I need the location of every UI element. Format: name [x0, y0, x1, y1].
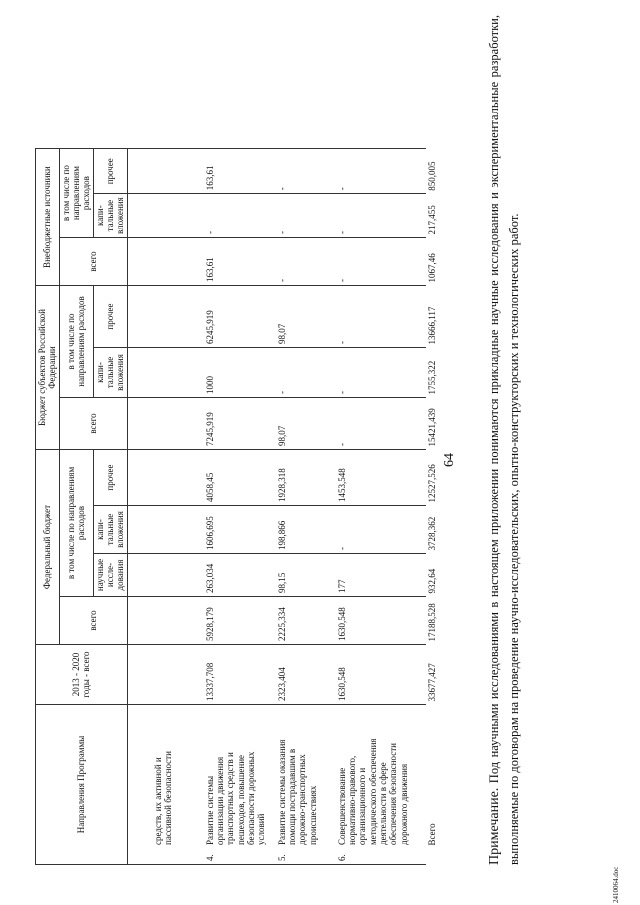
cell: 1928,318 — [276, 450, 336, 506]
cell — [127, 398, 204, 450]
header-regional-total: всего — [59, 398, 127, 450]
header-extra-total: всего — [59, 238, 127, 286]
cell — [127, 450, 204, 506]
cell: 263,034 — [204, 554, 276, 597]
cell: 163,61 — [204, 238, 276, 286]
cell: 1000 — [204, 348, 276, 398]
cell: 98,07 — [276, 398, 336, 450]
cell: - — [276, 238, 336, 286]
cell: - — [336, 149, 426, 194]
cell: 7245,919 — [204, 398, 276, 450]
row-number: 5. — [276, 854, 287, 861]
cell — [127, 149, 204, 194]
cell: 1630,548 — [336, 645, 426, 705]
header-federal-capital: капи-тальные вложения — [93, 506, 127, 554]
cell: - — [336, 506, 426, 554]
cell — [127, 597, 204, 645]
cell: 1067,46 — [426, 253, 437, 283]
cell: - — [336, 194, 426, 238]
row-number: 6. — [336, 854, 347, 861]
cell: - — [276, 348, 336, 398]
cell: - — [336, 348, 426, 398]
cell: 98,15 — [276, 554, 336, 597]
header-regional: Бюджет субъектов Российской Федерации — [36, 286, 60, 450]
table-row — [336, 149, 426, 865]
header-federal-research: научные иссле-дования — [93, 554, 127, 597]
header-regional-by-direction: в том числе по направлениям расходов — [59, 286, 93, 398]
page-number: 64 — [442, 453, 457, 467]
row-name: Совершенствование нормативно-правового, организационного и методического обеспечения деятельности в сфере обеспечения безопасности дорожного движения — [336, 738, 409, 845]
cell: 13666,117 — [426, 306, 437, 345]
cell — [127, 554, 204, 597]
cell: 1606,695 — [204, 506, 276, 554]
header-regional-capital: капи-тальные вложения — [93, 348, 127, 398]
cell: 2323,404 — [276, 645, 336, 705]
footer-filename: 2410064.doc — [612, 866, 620, 903]
cell: 13337,708 — [204, 645, 276, 705]
table-row — [204, 149, 276, 865]
row-number: 4. — [204, 854, 215, 861]
cell: 177 — [336, 554, 426, 597]
header-extra: Внебюджетные источники — [36, 149, 60, 286]
cell: 1630,548 — [336, 597, 426, 645]
header-directions: Направления Программы — [36, 705, 128, 865]
row-name: Всего — [426, 823, 437, 846]
cell: 850,005 — [426, 161, 437, 191]
cell: 3728,362 — [426, 516, 437, 551]
cell: 12527,526 — [426, 464, 437, 503]
table-row — [127, 149, 204, 865]
header-federal-other: прочее — [93, 450, 127, 506]
cell: 33677,427 — [426, 663, 437, 702]
cell — [127, 286, 204, 348]
cell — [127, 348, 204, 398]
cell — [127, 194, 204, 238]
note-paragraph — [485, 15, 523, 865]
table-row — [276, 149, 336, 865]
cell: 1453,548 — [336, 450, 426, 506]
cell: - — [336, 286, 426, 348]
header-federal-total: всего — [59, 597, 127, 645]
header-extra-by-direction: в том числе по направлениям расходов — [59, 149, 93, 238]
cell — [127, 238, 204, 286]
funding-table — [35, 148, 446, 865]
cell: - — [336, 398, 426, 450]
table-row-total — [426, 149, 446, 865]
cell: - — [276, 194, 336, 238]
cell: 198,866 — [276, 506, 336, 554]
cell: - — [336, 238, 426, 286]
cell — [127, 506, 204, 554]
cell: 5928,179 — [204, 597, 276, 645]
header-federal: Федеральный бюджет — [36, 450, 60, 645]
cell: 15421,439 — [426, 408, 437, 447]
header-extra-capital: капи-тальные вложения — [93, 194, 127, 238]
note-label: Примечание. — [487, 787, 502, 865]
header-years-total: 2013 - 2020 годы - всего — [36, 645, 128, 705]
cell: 1755,322 — [426, 360, 437, 395]
cell: - — [276, 149, 336, 194]
cell: 17188,528 — [426, 603, 437, 642]
cell: 2225,334 — [276, 597, 336, 645]
cell: 217,455 — [426, 205, 437, 235]
cell: - — [204, 194, 276, 238]
header-regional-other: прочее — [93, 286, 127, 348]
cell: 98,07 — [276, 286, 336, 348]
cell: 4058,45 — [204, 450, 276, 506]
row-name: Развитие системы организации движения транспортных средств и пешеходов, повышение безопасности дорожных условий — [204, 751, 267, 845]
cell — [127, 645, 204, 705]
cell: 932,64 — [426, 568, 437, 594]
header-extra-other: прочее — [93, 149, 127, 194]
cell: 6245,919 — [204, 286, 276, 348]
cell: 163,61 — [204, 149, 276, 194]
header-federal-by-direction: в том числе по направлениям расходов — [59, 450, 93, 597]
row-name: Развитие системы оказания помощи пострадавшим в дорожно-транспортных происшествиях — [276, 739, 318, 845]
note-text: Под научными исследованиями в настоящем приложении понимаются прикладные научные исследования и экспериментальные разработки, выполняемые по договорам на проведение научно-исследовательских, опытно-конструкторских и технологических работ. — [487, 14, 522, 865]
row-name: средств, их активной и пассивной безопасности — [152, 751, 174, 845]
